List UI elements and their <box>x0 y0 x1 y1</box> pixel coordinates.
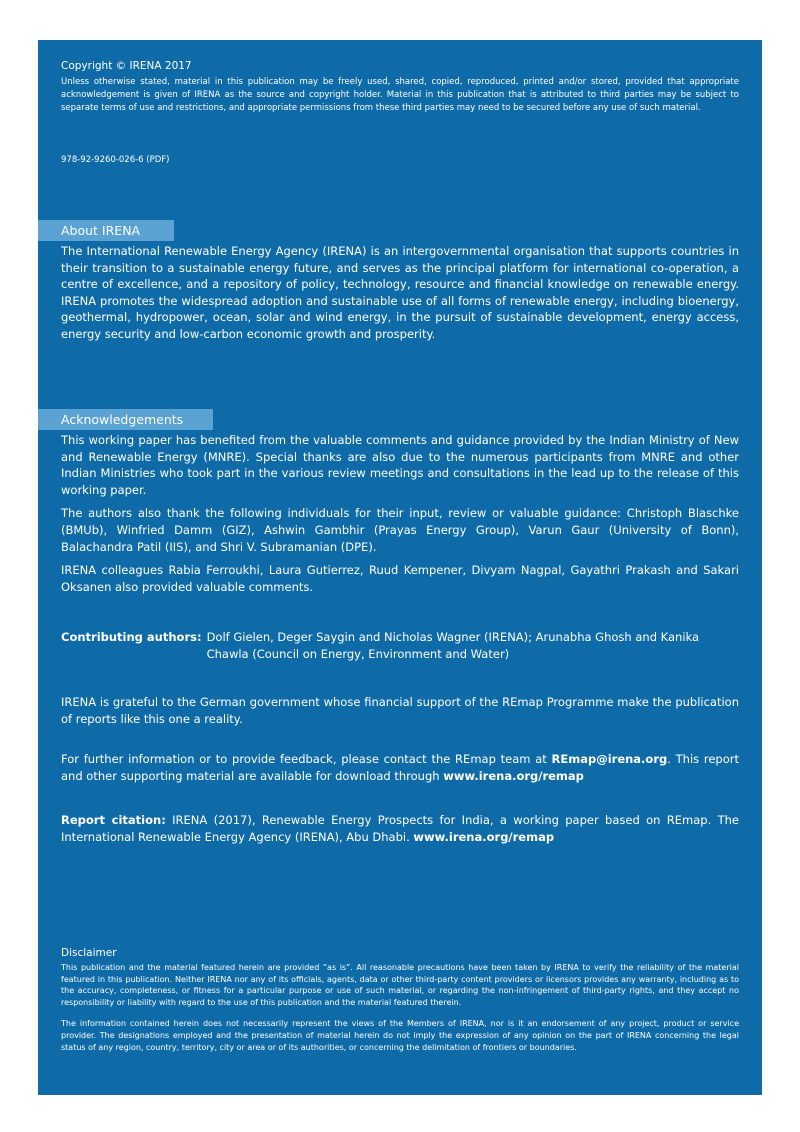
ack-paragraph-1: This working paper has benefited from the valuable comments and guidance provided by the Indian Ministry of New and Renewable Energy (MNRE). Special thanks are also due to the numerous participants from MNRE and other Indian Ministries who took part in the various review meetings and consultations in the lead up to the release of this working paper. <box>61 433 739 497</box>
disclaimer-paragraph-2: The information contained herein does not necessarily represent the views of the Members of IRENA, nor is it an endorsement of any project, product or service provider. The designations employed and the presentation of material herein do not imply the expression of any opinion on the part of IRENA concerning the legal status of any region, country, territory, city or area or of its authorities, or concerning the delimitation of frontiers or boundaries. <box>61 1019 739 1052</box>
contributing-authors <box>61 629 739 662</box>
ack-paragraph-2: The authors also thank the following individuals for their input, review or valuable guidance: Christoph Blaschke (BMUb), Winfried Damm (GIZ), Ashwin Gambhir (Prayas Energy Group), Varun Gaur (University of Bonn), Balachandra Patil (IIS), and Shri V. Subramanian (DPE). <box>61 506 739 554</box>
citation-text: IRENA (2017), Renewable Energy Prospects for India, a working paper based on REmap. The International Renewable Energy Agency (IRENA), Abu Dhabi. <box>61 813 739 844</box>
copyright-body: Unless otherwise stated, material in this publication may be freely used, shared, copied, reproduced, printed and/or stored, provided that appropriate acknowledgement is given of IRENA as the source and copyright holder. Material in this publication that is attributed to third parties may be subject to separate terms of use and restrictions, and appropriate permissions from these third parties may need to be secured before any use of such material. <box>61 77 739 113</box>
disclaimer-paragraph-1: This publication and the material featured herein are provided “as is”. All reasonable precautions have been taken by IRENA to verify the reliability of the material featured in this publication. Neither IRENA nor any of its officials, agents, data or other third-party content providers or licensors provides any warranty, including as to the accuracy, completeness, or fitness for a particular purpose or use of such material, or regarding the non-infringement of third-party rights, and they accept no responsibility or liability with regard to the use of this publication and the material featured therein. <box>61 963 739 1007</box>
feedback-text-1: For further information or to provide feedback, please contact the REmap team at <box>61 752 552 766</box>
feedback-paragraph <box>61 751 739 784</box>
copyright-title: Copyright © IRENA 2017 <box>61 60 192 72</box>
contributing-label: Contributing authors: <box>61 630 202 644</box>
about-heading: About IRENA <box>38 220 174 241</box>
remap-url-link[interactable]: www.irena.org/remap <box>443 768 584 783</box>
disclaimer-title: Disclaimer <box>61 947 117 959</box>
acknowledgements-heading: Acknowledgements <box>38 409 213 430</box>
citation-label: Report citation: <box>61 813 166 827</box>
disclaimer-block <box>61 947 739 1063</box>
inside-cover-panel <box>38 40 762 1095</box>
about-body <box>61 243 739 350</box>
citation-paragraph <box>61 812 739 845</box>
contributing-text: Dolf Gielen, Deger Saygin and Nicholas Wagner (IRENA); Arunabha Ghosh and Kanika Chawla (Council on Energy, Environment and Water) <box>206 630 700 661</box>
about-paragraph: The International Renewable Energy Agency (IRENA) is an intergovernmental organisation that supports countries in their transition to a sustainable energy future, and serves as the principal platform for international co-operation, a centre of excellence, and a repository of policy, technology, resource and financial knowledge on renewable energy. IRENA promotes the widespread adoption and sustainable use of all forms of renewable energy, including bioenergy, geothermal, hydropower, ocean, solar and wind energy, in the pursuit of sustainable development, energy access, energy security and low-carbon economic growth and prosperity. <box>61 244 739 341</box>
feedback-text-2: . This report and other supporting material are available for download through <box>61 752 740 783</box>
citation-url-link[interactable]: www.irena.org/remap <box>413 829 555 844</box>
remap-email-link[interactable]: REmap@irena.org <box>551 752 668 766</box>
grateful-paragraph: IRENA is grateful to the German government whose financial support of the REmap Programme make the publication of reports like this one a reality. <box>61 695 739 726</box>
ack-paragraph-3: IRENA colleagues Rabia Ferroukhi, Laura Gutierrez, Ruud Kempener, Divyam Nagpal, Gayathri Prakash and Sakari Oksanen also provided valuable comments. <box>61 563 739 594</box>
acknowledgements-body <box>61 432 739 602</box>
isbn: 978-92-9260-026-6 (PDF) <box>61 155 170 165</box>
copyright-block <box>61 60 739 115</box>
